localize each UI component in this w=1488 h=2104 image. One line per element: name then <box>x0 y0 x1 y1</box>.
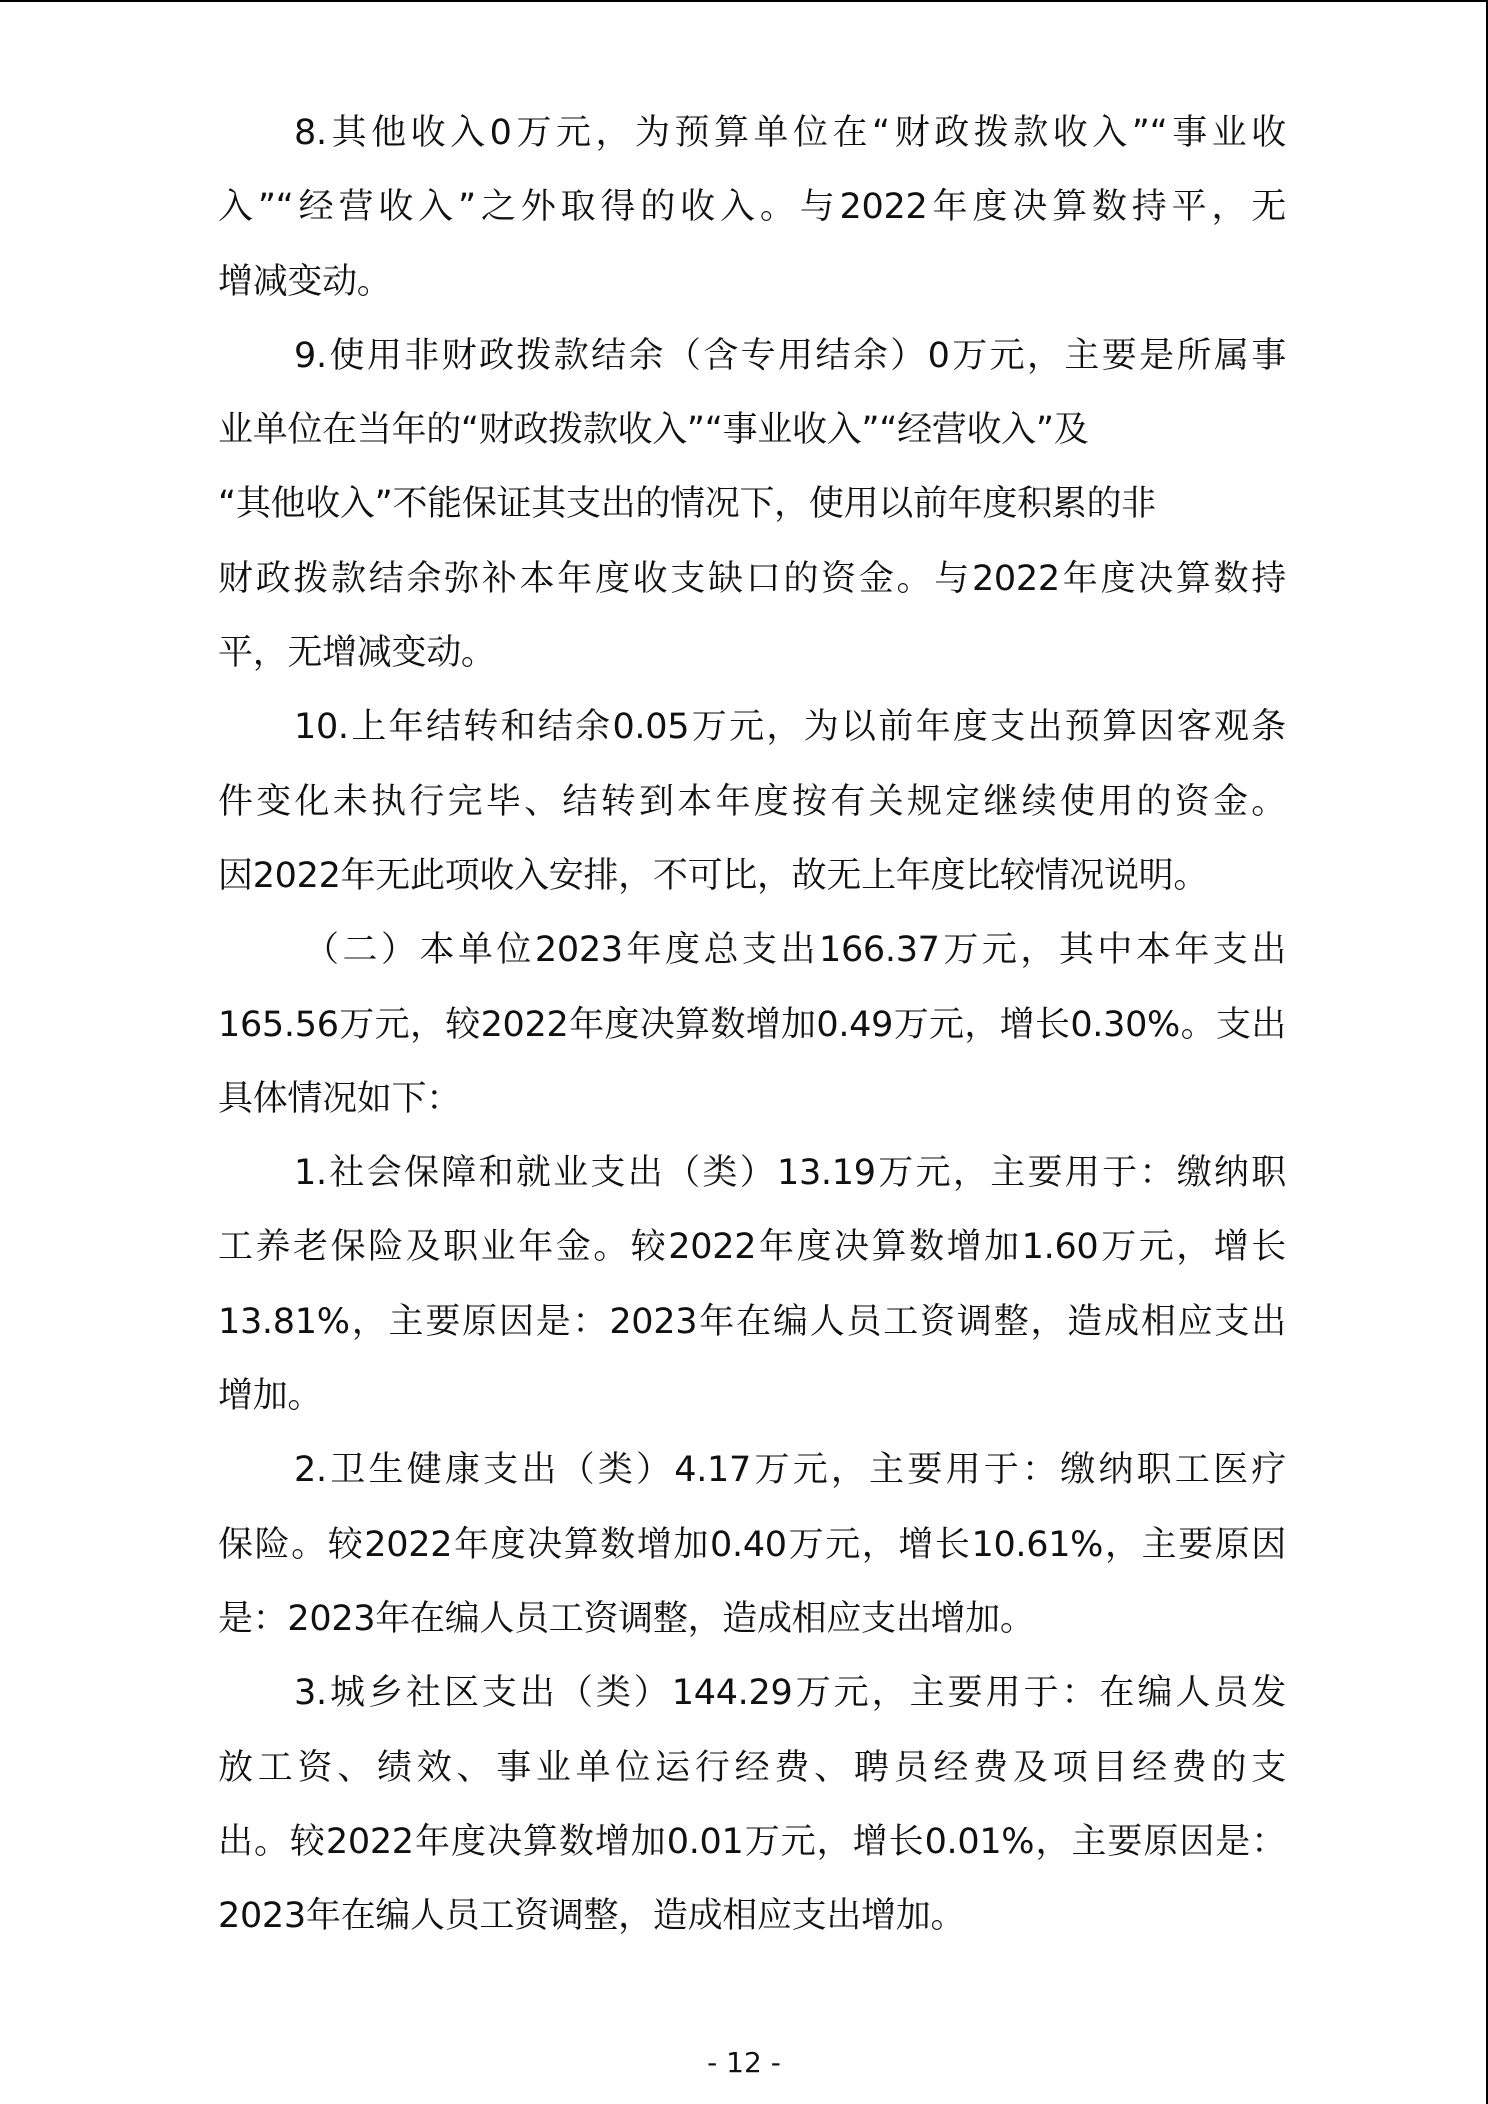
body-text <box>218 96 1286 1953</box>
text-line: 2.卫生健康支出（类）4.17万元，主要用于：缴纳职工医疗 <box>294 1450 1286 1491</box>
text-line: 放工资、绩效、事业单位运行经费、聘员经费及项目经费的支 <box>218 1747 1286 1788</box>
paragraph-carryover <box>218 690 1286 913</box>
text-line: 8.其他收入0万元，为预算单位在“财政拨款收入”“事业收 <box>294 113 1286 153</box>
text-line: 10.上年结转和结余0.05万元，为以前年度支出预算因客观条 <box>294 707 1286 748</box>
paragraph-social-security <box>218 1136 1286 1433</box>
paragraph-non-fiscal-balance <box>218 319 1286 690</box>
text-line: 保险。较2022年度决算数增加0.40万元，增长10.61%，主要原因 <box>218 1524 1286 1565</box>
text-line: 增减变动。 <box>218 261 392 302</box>
text-line: 是：2023年在编人员工资调整，造成相应支出增加。 <box>218 1598 1035 1639</box>
text-line: 2023年在编人员工资调整，造成相应支出增加。 <box>218 1896 966 1937</box>
text-line: “其他收入”不能保证其支出的情况下，使用以前年度积累的非 <box>218 484 1156 525</box>
text-line: 具体情况如下： <box>218 1078 461 1119</box>
paragraph-urban-rural <box>218 1656 1286 1953</box>
text-line: 165.56万元，较2022年度决算数增加0.49万元，增长0.30%。支出 <box>218 1004 1286 1045</box>
text-line: 出。较2022年度决算数增加0.01万元，增长0.01%，主要原因是： <box>218 1821 1286 1862</box>
paragraph-other-income <box>218 96 1286 319</box>
text-line: 件变化未执行完毕、结转到本年度按有关规定继续使用的资金。 <box>218 781 1286 822</box>
paragraph-total-expenditure <box>218 913 1286 1136</box>
paragraph-health <box>218 1433 1286 1656</box>
text-line: 增加。 <box>218 1376 323 1417</box>
text-line: 业单位在当年的“财政拨款收入”“事业收入”“经营收入”及 <box>218 410 1089 451</box>
text-line: 1.社会保障和就业支出（类）13.19万元，主要用于：缴纳职 <box>294 1153 1287 1194</box>
text-line: 9.使用非财政拨款结余（含专用结余）0万元，主要是所属事 <box>294 335 1286 376</box>
text-line: 工养老保险及职业年金。较2022年度决算数增加1.60万元，增长 <box>218 1227 1286 1268</box>
text-line: （二）本单位2023年度总支出166.37万元，其中本年支出 <box>304 930 1286 971</box>
page-number: - 12 - <box>707 2046 781 2079</box>
text-line: 财政拨款结余弥补本年度收支缺口的资金。与2022年度决算数持 <box>218 558 1286 599</box>
text-line: 因2022年无此项收入安排，不可比，故无上年度比较情况说明。 <box>218 855 1209 896</box>
text-line: 13.81%，主要原因是：2023年在编人员工资调整，造成相应支出 <box>218 1301 1286 1342</box>
text-line: 入”“经营收入”之外取得的收入。与2022年度决算数持平，无 <box>218 187 1286 228</box>
text-line: 平，无增减变动。 <box>218 633 496 674</box>
text-line: 3.城乡社区支出（类）144.29万元，主要用于：在编人员发 <box>294 1673 1286 1714</box>
